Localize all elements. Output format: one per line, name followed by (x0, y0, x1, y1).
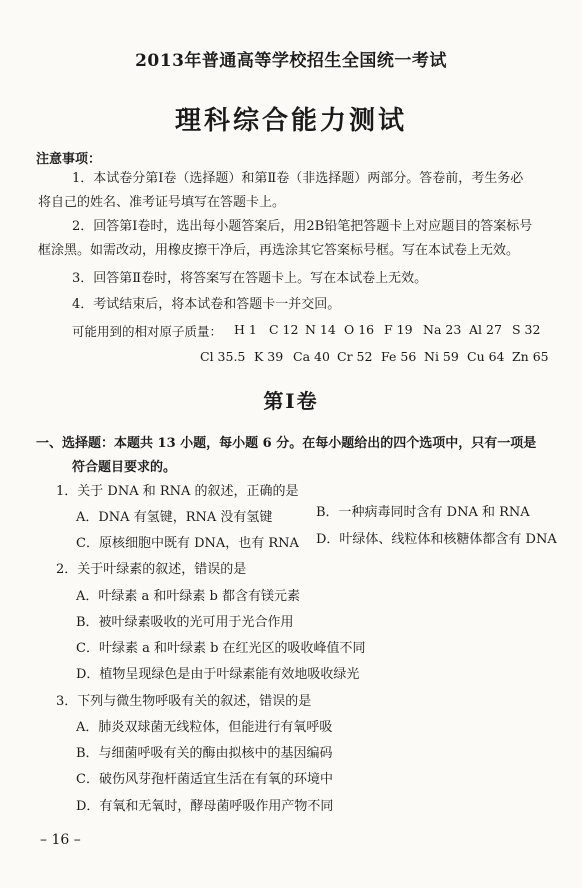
subject-title: 理科综合能力测试 (174, 106, 407, 136)
atomic-mass-h: H 1 (234, 322, 257, 337)
page-number: – 16 – (40, 832, 81, 848)
atomic-mass-label: 可能用到的相对原子质量： (72, 324, 223, 339)
question-1-option-c: C．原核细胞中既有 DNA，也有 RNA (76, 536, 299, 551)
question-1-option-d: D．叶绿体、线粒体和核糖体都含有 DNA (316, 532, 557, 547)
atomic-mass-cu: Cu 64 (467, 349, 505, 364)
section-instruction-line-1: 一、选择题：本题共 13 小题，每小题 6 分。在每小题给出的四个选项中，只有一项是 (36, 436, 537, 451)
question-3-stem: 3．下列与微生物呼吸有关的叙述，错误的是 (56, 694, 312, 709)
atomic-mass-s: S 32 (512, 322, 541, 337)
part-one-title: 第Ⅰ卷 (263, 389, 319, 413)
question-3-option-d: D．有氧和无氧时，酵母菌呼吸作用产物不同 (76, 799, 334, 814)
question-3-option-a: A．肺炎双球菌无线粒体，但能进行有氧呼吸 (76, 720, 333, 735)
atomic-mass-ni: Ni 59 (424, 349, 459, 364)
notice-item-2-line-2: 框涂黑。如需改动，用橡皮擦干净后，再选涂其它答案标号框。写在本试卷上无效。 (38, 243, 520, 258)
question-2-stem: 2．关于叶绿素的叙述，错误的是 (56, 562, 247, 577)
atomic-mass-o: O 16 (344, 322, 375, 337)
atomic-mass-zn: Zn 65 (512, 349, 549, 364)
atomic-mass-f: F 19 (384, 322, 413, 337)
atomic-mass-al: Al 27 (469, 322, 502, 337)
question-2-option-a: A．叶绿素 a 和叶绿素 b 都含有镁元素 (76, 589, 300, 604)
atomic-mass-fe: Fe 56 (381, 349, 417, 364)
question-3-option-b: B．与细菌呼吸有关的酶由拟核中的基因编码 (76, 746, 333, 761)
question-1-option-a: A．DNA 有氢键，RNA 没有氢键 (76, 510, 273, 525)
question-1-stem: 1．关于 DNA 和 RNA 的叙述，正确的是 (56, 484, 299, 499)
exam-title: 2013年普通高等学校招生全国统一考试 (135, 51, 447, 71)
question-2-option-b: B．被叶绿素吸收的光可用于光合作用 (76, 615, 294, 630)
question-2-option-c: C．叶绿素 a 和叶绿素 b 在红光区的吸收峰值不同 (76, 641, 366, 656)
notice-item-3: 3．回答第Ⅱ卷时，将答案写在答题卡上。写在本试卷上无效。 (72, 271, 428, 286)
section-instruction-line-2: 符合题目要求的。 (72, 460, 177, 475)
atomic-mass-cl: Cl 35.5 (200, 349, 246, 364)
notice-item-1-line-2: 将自己的姓名、准考证号填写在答题卡上。 (38, 195, 286, 210)
atomic-mass-k: K 39 (254, 349, 284, 364)
notice-item-4: 4．考试结束后，将本试卷和答题卡一并交回。 (72, 297, 341, 312)
atomic-mass-n: N 14 (305, 322, 336, 337)
atomic-mass-ca: Ca 40 (293, 349, 330, 364)
notice-item-2-line-1: 2．回答第Ⅰ卷时，选出每小题答案后，用2B铅笔把答题卡上对应题目的答案标号 (72, 219, 533, 234)
notice-heading: 注意事项： (36, 152, 102, 167)
question-3-option-c: C．破伤风芽孢杆菌适宜生活在有氧的环境中 (76, 772, 333, 787)
question-2-option-d: D．植物呈现绿色是由于叶绿素能有效地吸收绿光 (76, 667, 360, 682)
atomic-mass-na: Na 23 (423, 322, 462, 337)
atomic-mass-c: C 12 (269, 322, 299, 337)
question-1-option-b: B．一种病毒同时含有 DNA 和 RNA (316, 505, 530, 520)
notice-item-1-line-1: 1．本试卷分第Ⅰ卷（选择题）和第Ⅱ卷（非选择题）两部分。答卷前，考生务必 (72, 171, 524, 186)
atomic-mass-cr: Cr 52 (337, 349, 373, 364)
